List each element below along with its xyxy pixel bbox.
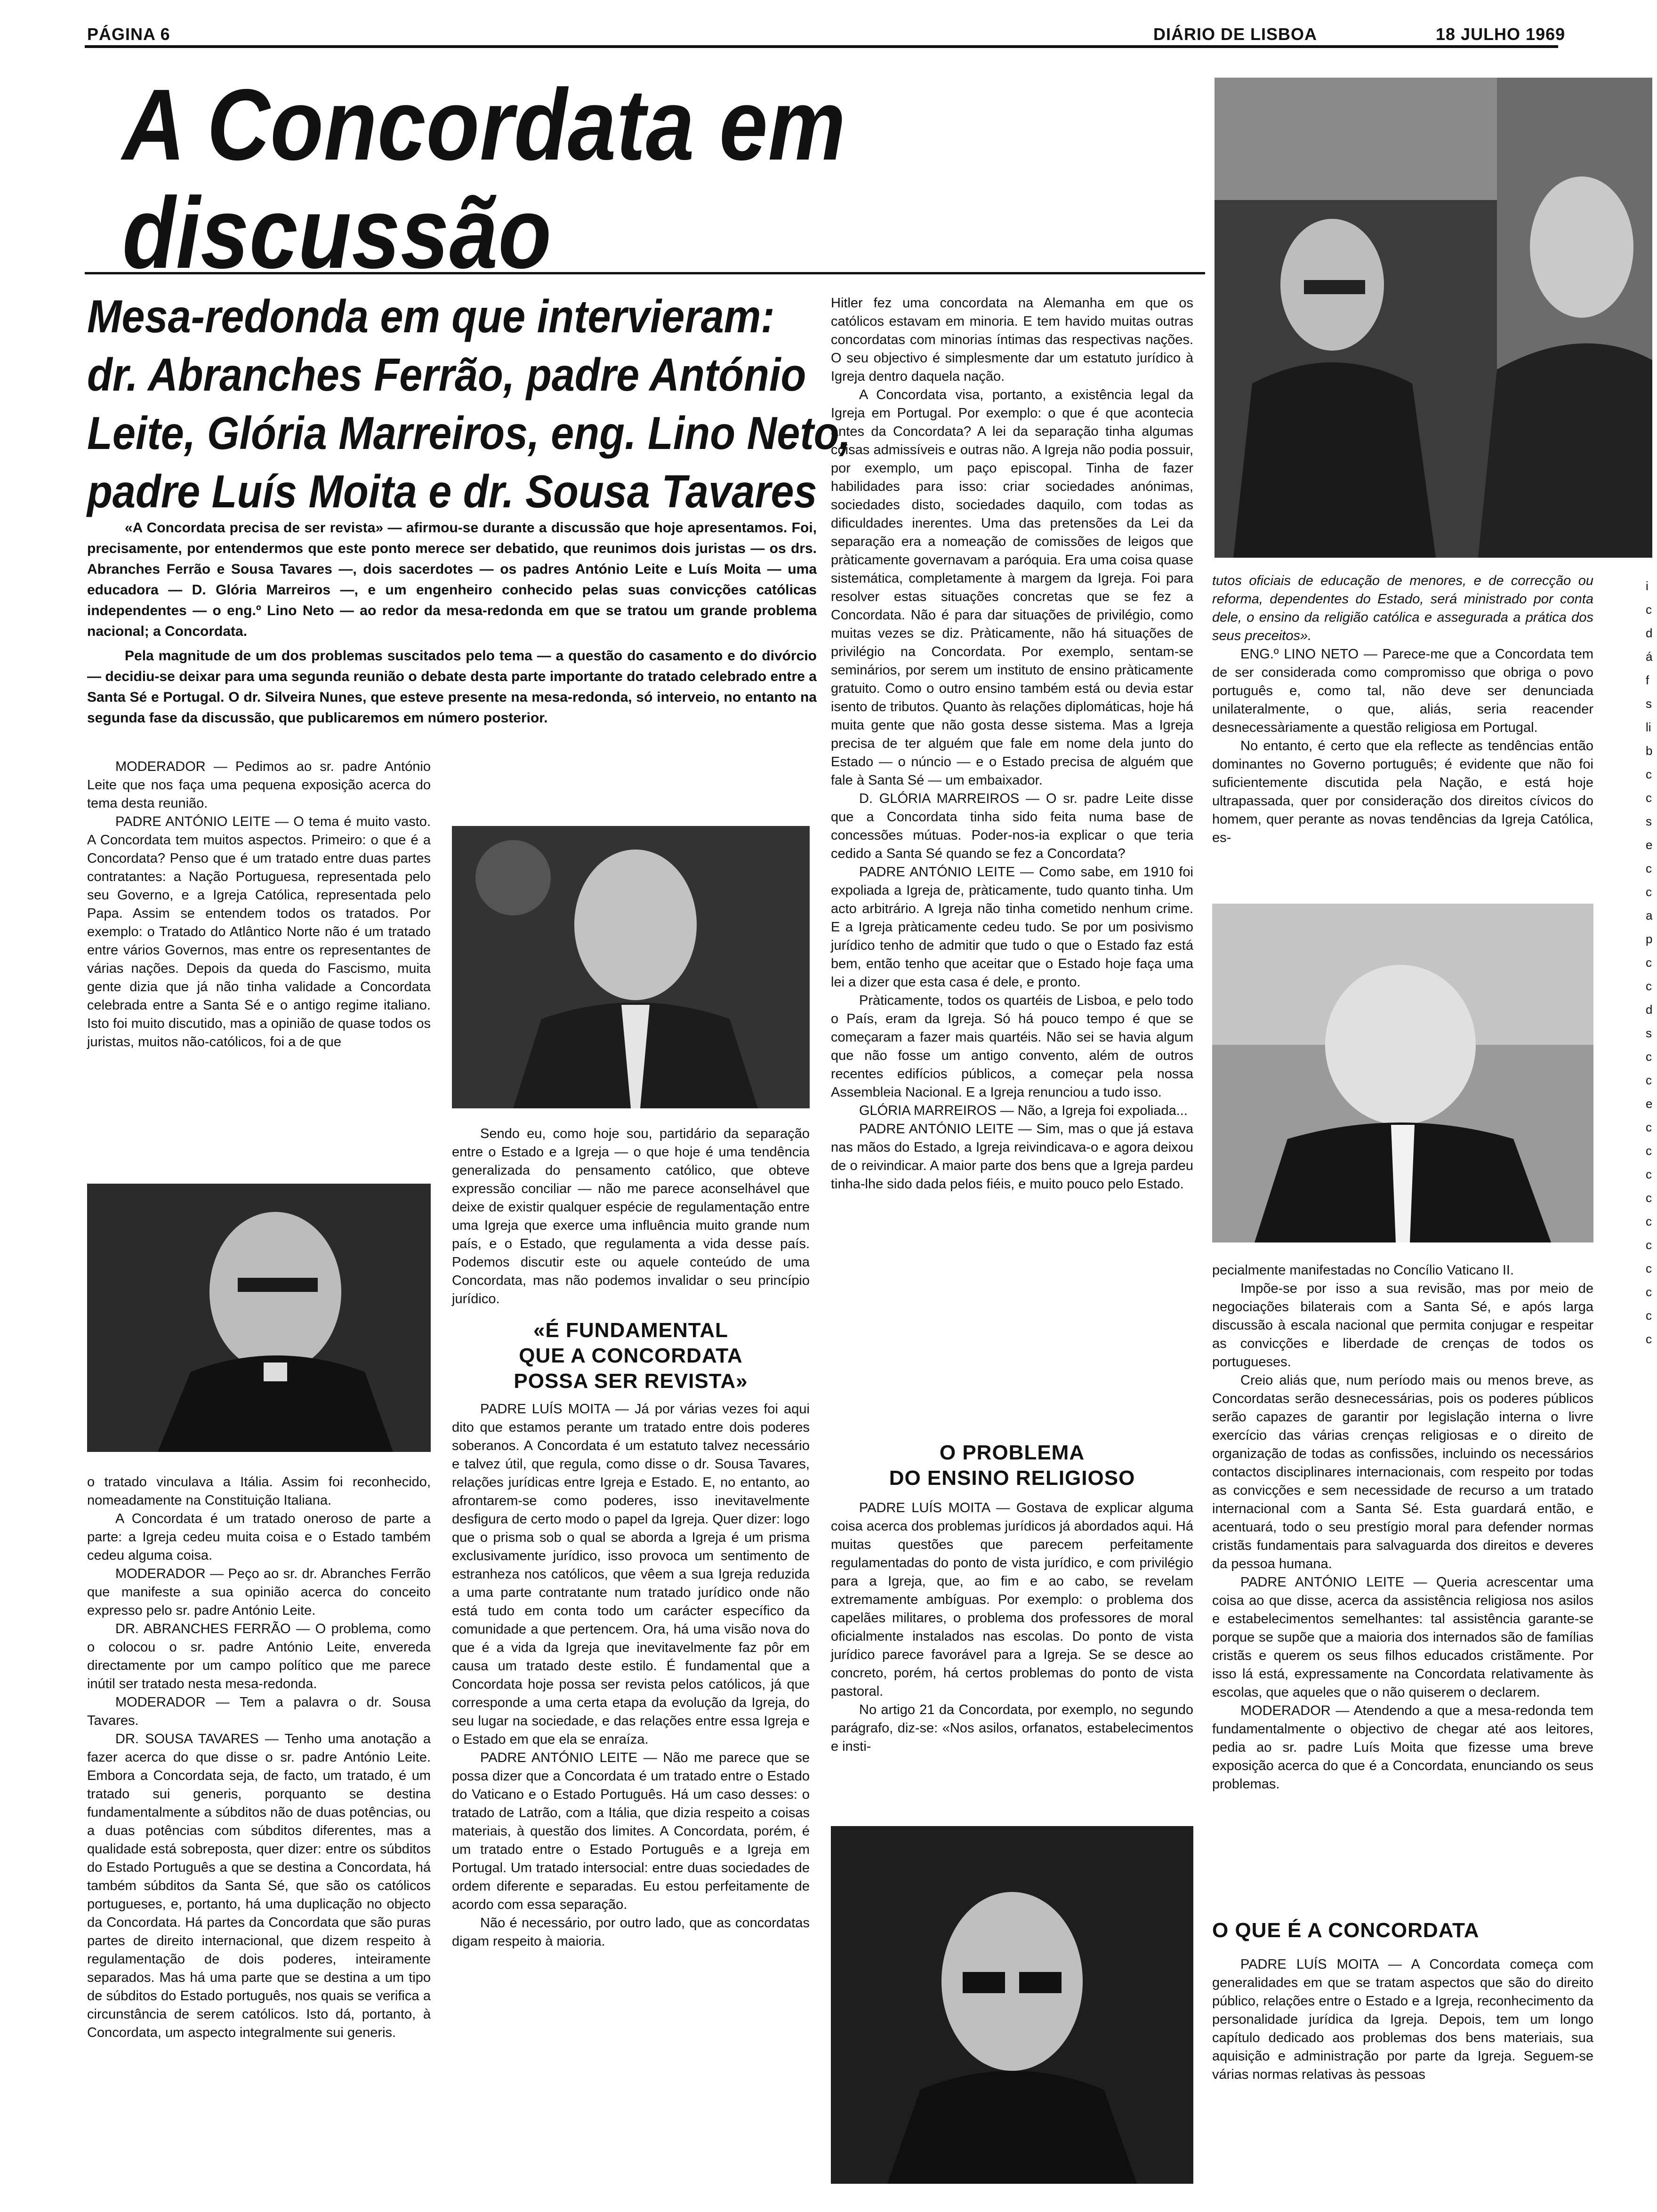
subheadline-line: Leite, Glória Marreiros, eng. Lino Neto, bbox=[87, 407, 851, 459]
section-heading-line: QUE A CONCORDATA bbox=[519, 1344, 743, 1367]
edge-char: li bbox=[1646, 720, 1651, 734]
subheadline-line: dr. Abranches Ferrão, padre António bbox=[87, 349, 806, 401]
edge-char: p bbox=[1646, 932, 1653, 946]
column-3-top bbox=[831, 294, 1193, 1194]
edge-char: c bbox=[1646, 791, 1652, 805]
body-paragraph: PADRE ANTÓNIO LEITE — Queria acrescentar uma coisa ao que disse, acerca da assistência religiosa nos asilos e estabelecimentos semelhantes: tal assistência garante-se porque se supõe que a maioria dos internados são de famílias cristãs e querem os seus filhos educados cristãmente. Por isso lá está, expressamente na Concordata relativamente às escolas, que aqueles que o não quiserem o declarem. bbox=[1212, 1575, 1593, 1700]
body-paragraph: MODERADOR — Atendendo a que a mesa-redonda tem fundamentalmente o objectivo de chegar até aos leitores, pedia ao sr. padre Luís Moita que fizesse uma breve exposição acerca do que é a Concordata, enunciando os seus problemas. bbox=[1212, 1703, 1593, 1792]
body-paragraph: PADRE ANTÓNIO LEITE — Sim, mas o que já estava nas mãos do Estado, a Igreja reivindicava-o e agora deixou de o reivindicar. A maior parte dos bens que a Igreja pardeu tinha-lhe sido dada pelos fiéis, e muito pouco pelo Estado. bbox=[831, 1122, 1193, 1192]
edge-char: c bbox=[1646, 1285, 1652, 1299]
edge-char: c bbox=[1646, 1191, 1652, 1205]
edge-char: c bbox=[1646, 602, 1652, 617]
section-heading-line: «É FUNDAMENTAL bbox=[533, 1319, 729, 1342]
body-paragraph: Pràticamente, todos os quartéis de Lisboa, e pelo todo o País, eram da Igreja. Só há pouco tempo é que se começaram a fazer mais quartéis. Não sei se havia algum que não fosse um antigo convento, além de outros recentes edifícios públicos, a começar pela nossa Assembleia Nacional. E a Igreja renunciou a tudo isso. bbox=[831, 993, 1193, 1100]
edge-char: c bbox=[1646, 1238, 1652, 1252]
column-4-top bbox=[1212, 572, 1593, 847]
body-paragraph: MODERADOR — Tem a palavra o dr. Sousa Tavares. bbox=[87, 1695, 431, 1728]
column-3-bottom bbox=[831, 1499, 1193, 1756]
body-paragraph: PADRE LUÍS MOITA — Gostava de explicar alguma coisa acerca dos problemas jurídicos já abordados aqui. Há muitas questões que parecem perfeitamente regulamentadas do ponto de vista jurídico, e com privilégio para a Igreja, que, ao fim e ao cabo, se revelam extremamente ambíguas. Por exemplo: o problema dos capelães militares, o problema dos professores de moral oficialmente instalados nas escolas. Do ponto de vista jurídico parece favorável para a Igreja. Se se desce ao concreto, porém, há certos problemas do ponto de vista pastoral. bbox=[831, 1500, 1193, 1699]
edge-char: c bbox=[1646, 861, 1652, 875]
column-4-end bbox=[1212, 1956, 1593, 2084]
edge-char: c bbox=[1646, 1332, 1652, 1346]
subheadline-line: Mesa-redonda em que intervieram: bbox=[87, 290, 775, 342]
body-paragraph: PADRE ANTÓNIO LEITE — Não me parece que se possa dizer que a Concordata é um tratado entre o Estado do Vaticano e o Estado Português. Há um caso desses: o tratado de Latrão, com a Itália, que dizia respeito a coisas materiais, à questão dos limites. A Concordata, porém, é um tratado entre o Estado Português e a Igreja em Portugal. Um tratado intersocial: entre duas sociedades de ordem diferente e separadas. Eu estou perfeitamente de acordo com essa separação. bbox=[452, 1750, 810, 1912]
photo-dr-abranches-ferrao bbox=[452, 826, 810, 1108]
edge-char: s bbox=[1646, 1026, 1652, 1040]
edge-char: b bbox=[1646, 744, 1653, 758]
column-1-top bbox=[87, 758, 431, 1051]
portrait-priest-icon bbox=[87, 1184, 431, 1452]
body-paragraph: No entanto, é certo que ela reflecte as tendências então dominantes no Governo português; é evidente que não foi suficientemente discutida pela Nação, e está hoje ultrapassada, quer por consideração dos direitos cívicos do homem, quer perante as novas tendências da Igreja Católica, es- bbox=[1212, 738, 1593, 845]
body-paragraph: Não é necessário, por outro lado, que as concordatas digam respeito à maioria. bbox=[452, 1915, 810, 1949]
portrait-man-glasses-icon bbox=[831, 1826, 1193, 2184]
lead-text: Pela magnitude de um dos problemas suscitados pelo tema — a questão do casamento e do divórcio — decidiu-se deixar para uma segunda reunião o debate desta parte importante do tratado celebrado entre a Santa Sé e Portugal. O dr. Silveira Nunes, que esteve presente na mesa-redonda, só interveio, no entanto na segunda fase da discussão, que publicaremos em número posterior. bbox=[87, 648, 817, 726]
body-paragraph: A Concordata visa, portanto, a existência legal da Igreja em Portugal. Por exemplo: o que é que acontecia antes da Concordata? A lei da separação tinha algumas coisas admissíveis e outras não. A Igreja não podia possuir, por exemplo, um paço episcopal. Tinha de fazer habilidades para isso: criar sociedades anónimas, sociedades disto, sociedades daquilo, com todas as dificuldades inerentes. Uma das pretensões da Lei da separação era a nomeação de comissões de leigos que pràticamente governavam a paróquia. Era uma coisa quase sistemática, completamente à margem da Igreja. Foi para resolver estas situações concretas que se fez a Concordata. Não é para dar situações de privilégio, como muitas vezes se diz. Pràticamente, não há situações de privilégio na Concordata. Por exemplo, sentam-se seminários, por serem um instituto de ensino pràticamente gratuito. Como o outro ensino também está ou devia estar isento de tributos. Quanto às relações diplomáticas, hoje há muita gente que não gosta desse sistema. Mas a Igreja precisa de ter alguém que fale em nome dela junto do Estado — o núncio — e o Estado precisa de alguém que fale à Santa Sé — um embaixador. bbox=[831, 387, 1193, 788]
lead-paragraph bbox=[87, 518, 817, 732]
edge-char: c bbox=[1646, 1073, 1652, 1087]
edge-char: c bbox=[1646, 1050, 1652, 1064]
edge-char: c bbox=[1646, 1214, 1652, 1228]
section-heading-line: O PROBLEMA bbox=[939, 1441, 1085, 1464]
edge-char: i bbox=[1646, 579, 1649, 593]
body-paragraph: PADRE LUÍS MOITA — A Concordata começa com generalidades em que se tratam aspectos que são do direito público, relações entre o Estado e a Igreja, reconhecimento da personalidade jurídica da Igreja. Depois, tem um longo capítulo dedicado aos problemas dos bens materiais, sua aquisição e administração por parte da Igreja. Seguem-se várias normas relativas às pessoas bbox=[1212, 1957, 1593, 2082]
body-paragraph: No artigo 21 da Concordata, por exemplo, no segundo parágrafo, diz-se: «Nos asilos, orfanatos, estabelecimentos e insti- bbox=[831, 1702, 1193, 1754]
portrait-man-suit-icon bbox=[452, 826, 810, 1108]
edge-char: c bbox=[1646, 1261, 1652, 1275]
section-heading-line: DO ENSINO RELIGIOSO bbox=[889, 1467, 1135, 1490]
body-paragraph: GLÓRIA MARREIROS — Não, a Igreja foi expoliada... bbox=[859, 1103, 1188, 1118]
body-paragraph: tutos oficiais de educação de menores, e de correcção ou reforma, dependentes do Estado, será ministrado por conta dele, o ensino da religião católica e assegurada a prática dos seus preceitos». bbox=[1212, 573, 1593, 643]
subheadline-line: padre Luís Moita e dr. Sousa Tavares bbox=[87, 465, 817, 517]
edge-char: e bbox=[1646, 1097, 1653, 1111]
edge-char: c bbox=[1646, 767, 1652, 781]
edge-char: á bbox=[1646, 649, 1653, 664]
edge-char: s bbox=[1646, 814, 1652, 828]
body-paragraph: DR. ABRANCHES FERRÃO — O problema, como o colocou o sr. padre António Leite, envereda directamente por um campo político que me parece inútil ser tratado nesta mesa-redonda. bbox=[87, 1621, 431, 1691]
body-paragraph: Sendo eu, como hoje sou, partidário da separação entre o Estado e a Igreja — o que hoje é uma tendência generalizada do pensamento católico, que obteve expressão conciliar — não me parece aconselhável que deixe de existir qualquer espécie de regulamentação entre uma Igreja que exerce uma influência muito grande num país, e o Estado, que regulamenta a vida desse país. Podemos discutir este ou aquele conteúdo de uma Concordata, mas não podemos invalidar o seu princípio jurídico. bbox=[452, 1126, 810, 1306]
body-paragraph: PADRE LUÍS MOITA — Já por várias vezes foi aqui dito que estamos perante um tratado entre dois poderes soberanos. A Concordata é um estatuto talvez necessário e talvez útil, que regula, como disse o dr. Sousa Tavares, relações jurídicas entre Igreja e Estado. E, no entanto, ao afrontarem-se como poderes, isso inevitavelmente desfigura de certo modo o papel da Igreja. Quer dizer: logo que o prisma sob o qual se aborda a Igreja é um prisma exclusivamente jurídico, isso provoca um sentimento de estranheza nos católicos, que vêem a sua Igreja reduzida a uma parte contratante num tratado jurídico onde não está tudo em conta todo um carácter específico da comunidade a que pertencem. Ora, há uma visão nova do que é a vida da Igreja que inevitavelmente faz pôr em causa um tratado deste estilo. É fundamental que a Concordata hoje possa ser revista pelos católicos, já que corresponde a uma certa etapa da evolução da Igreja, do seu lugar na sociedade, e das relações entre essa Igreja e o Estado em que ela se enraíza. bbox=[452, 1402, 810, 1747]
body-paragraph: PADRE ANTÓNIO LEITE — O tema é muito vasto. A Concordata tem muitos aspectos. Primeiro: o que é a Concordata? Penso que é um tratado entre duas partes contratantes: a Nação Portuguesa, representada pelo seu Governo, e a Igreja Católica, representada pelo Papa. Assim se entendem todos os tratados. Por exemplo: o Tratado do Atlântico Norte não é um tratado entre vários Governos, mas entre os representantes de várias nações. Depois da queda do Fascismo, muita gente dizia que já não tinha validade a Concordata celebrada entre a Santa Sé e o antigo regime italiano. Isto foi muito discutido, mas a opinião de quase todos os juristas, muitos não-católicos, foi a de que bbox=[87, 814, 431, 1050]
subheadline bbox=[87, 287, 956, 521]
section-heading-o-que-e: O QUE É A CONCORDATA bbox=[1212, 1919, 1480, 1942]
edge-char: a bbox=[1646, 908, 1653, 922]
lead-text: «A Concordata precisa de ser revista» — afirmou-se durante a discussão que hoje apresentamos. Foi, precisamente, por entendermos que este ponto merece ser debatido, que reunimos dois juristas — os drs. Abranches Ferrão e Sousa Tavares —, dois sacerdotes — os padres António Leite e Luís Moita — uma educadora — D. Glória Marreiros —, e um engenheiro conhecido pelas suas convicções católicas independentes — o eng.º Lino Neto — ao redor da mesa-redonda em que se tratou um grande problema nacional; a Concordata. bbox=[87, 520, 817, 639]
body-paragraph: Impõe-se por isso a sua revisão, mas por meio de negociações bilaterais com a Santa Sé, e após larga discussão à escala nacional que permita conjugar e respeitar as convicções e liberdade de crenças de todos os portugueses. bbox=[1212, 1281, 1593, 1370]
column-2-top bbox=[452, 1125, 810, 1308]
edge-char: c bbox=[1646, 955, 1652, 970]
issue-date: 18 JULHO 1969 bbox=[1436, 24, 1566, 44]
body-paragraph: MODERADOR — Pedimos ao sr. padre António Leite que nos faça uma pequena exposição acerca do tema desta reunião. bbox=[87, 759, 431, 811]
page-headline: A Concordata em discussão bbox=[122, 68, 846, 289]
edge-char: c bbox=[1646, 1308, 1652, 1322]
edge-char: c bbox=[1646, 1144, 1652, 1158]
column-1-bottom bbox=[87, 1473, 431, 2042]
edge-char: d bbox=[1646, 1002, 1653, 1017]
photo-panel-men-icon bbox=[1215, 78, 1652, 558]
body-paragraph: Creio aliás que, num período mais ou menos breve, as Concordatas serão desnecessárias, pois os poderes públicos serão capazes de garantir por legislação interna o livre exercício das várias crenças religiosas e o direito de organização de todas as confissões, incluindo os necessários contactos disciplinares internacionais, com respeito por todas as convicções e sem necessidade de recurso a um tratado internacional com a Santa Sé. Esta guardará então, e acentuará, todo o seu prestígio moral para defender normas cristãs fundamentais para salvaguarda dos direitos e deveres da pessoa humana. bbox=[1212, 1373, 1593, 1571]
photo-padre-luis-moita bbox=[831, 1826, 1193, 2184]
section-heading-fundamental bbox=[452, 1318, 810, 1394]
section-rule bbox=[85, 272, 1205, 274]
column-2-bottom bbox=[452, 1400, 810, 1951]
edge-char: c bbox=[1646, 885, 1652, 899]
edge-char: e bbox=[1646, 838, 1653, 852]
edge-char: f bbox=[1646, 673, 1649, 687]
column-4-bottom bbox=[1212, 1261, 1593, 1794]
body-paragraph: o tratado vinculava a Itália. Assim foi reconhecido, nomeadamente na Constituição Italiana. bbox=[87, 1475, 431, 1508]
body-paragraph: ENG.º LINO NETO — Parece-me que a Concordata tem de ser considerada como compromisso que obriga o povo português e, como tal, não deve ser denunciada unilateralmente, o que, aliás, seria reacender desnecessàriamente a questão religiosa em Portugal. bbox=[1212, 647, 1593, 735]
photo-top-right bbox=[1215, 78, 1652, 558]
section-heading-line: POSSA SER REVISTA» bbox=[514, 1370, 748, 1393]
body-paragraph: D. GLÓRIA MARREIROS — O sr. padre Leite disse que a Concordata tinha sido feita numa base de concessões mútuas. Poder-nos-ia explicar o que teria cedido a Santa Sé quando se fez a Concordata? bbox=[831, 791, 1193, 861]
edge-char: s bbox=[1646, 697, 1652, 711]
body-paragraph: MODERADOR — Peço ao sr. dr. Abranches Ferrão que manifeste a sua opinião acerca do conceito expresso pelo sr. padre António Leite. bbox=[87, 1566, 431, 1618]
section-heading-ensino-religioso bbox=[831, 1440, 1193, 1491]
edge-char: c bbox=[1646, 1167, 1652, 1181]
body-paragraph: pecialmente manifestadas no Concílio Vaticano II. bbox=[1212, 1263, 1514, 1278]
photo-eng-lino-neto bbox=[1212, 904, 1593, 1242]
edge-char: c bbox=[1646, 979, 1652, 993]
edge-char: d bbox=[1646, 626, 1653, 640]
top-rule bbox=[85, 45, 1558, 48]
portrait-older-man-icon bbox=[1212, 904, 1593, 1242]
body-paragraph: PADRE ANTÓNIO LEITE — Como sabe, em 1910 foi expoliada a Igreja de, pràticamente, tudo quanto tinha. Um acto arbitrário. A Igreja não tinha cometido nenhum crime. E a Igreja pràticamente cedeu tudo. Se por um posivismo jurídico tenho de admitir que tudo o que o Estado faz está bem, então tenho que aceitar que o Estado hoje faça uma lei a dizer que esta casa é dele, e pronto. bbox=[831, 865, 1193, 990]
body-paragraph: Hitler fez uma concordata na Alemanha em que os católicos estavam em minoria. E tem havido muitas outras concordatas com minorias íntimas das respectivas nações. O seu objectivo é simplesmente dar um estatuto jurídico à Igreja dentro daquela nação. bbox=[831, 296, 1193, 384]
newspaper-name: DIÁRIO DE LISBOA bbox=[1153, 24, 1318, 44]
body-paragraph: A Concordata é um tratado oneroso de parte a parte: a Igreja cedeu muita coisa e o Estado também cedeu alguma coisa. bbox=[87, 1511, 431, 1563]
body-paragraph: DR. SOUSA TAVARES — Tenho uma anotação a fazer acerca do que disse o sr. padre António Leite. Embora a Concordata seja, de facto, um tratado, é um tratado sui generis, porquanto se destina fundamentalmente a súbditos não de duas potências, ou a duas potências com súbditos diferentes, mas a qualidade está sobreposta, quer dizer: entre os súbditos do Estado Português a que se destina a Concordata, há também súbditos da Santa Sé, que são os católicos portugueses, e, portanto, há uma duplicação no objecto da Concordata. Há partes da Concordata que são puras partes de direito internacional, que dizem respeito à regulamentação de dois poderes, inteiramente separados. Mas há uma parte que se destina a um tipo de súbditos do Estado português, nos quais se verifica a circunstância de serem católicos. Isto dá, portanto, à Concordata, um aspecto integralmente sui generis. bbox=[87, 1731, 431, 2040]
edge-char: c bbox=[1646, 1120, 1652, 1134]
page-number: PÁGINA 6 bbox=[87, 24, 170, 44]
adjacent-page-edge-text bbox=[1646, 574, 1657, 1374]
photo-padre-antonio-leite bbox=[87, 1184, 431, 1452]
